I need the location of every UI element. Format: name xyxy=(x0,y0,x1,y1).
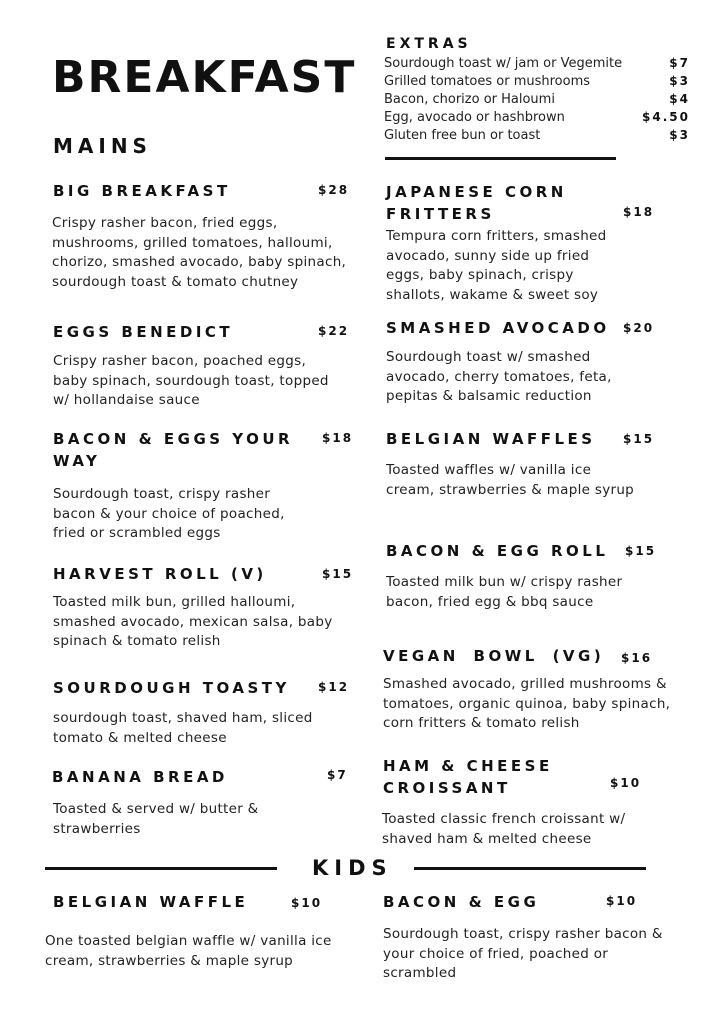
extras-item-price: $4.50 xyxy=(642,110,690,124)
extras-item-label: Grilled tomatoes or mushrooms xyxy=(384,74,591,89)
menu-item-price: $18 xyxy=(623,205,655,219)
menu-item-name: BACON & EGG ROLL xyxy=(386,542,609,560)
kids-item-name: BELGIAN WAFFLE xyxy=(53,893,249,911)
kids-item-desc: One toasted belgian waffle w/ vanilla ice cream, strawberries & maple syrup xyxy=(45,933,332,969)
extras-item-price: $3 xyxy=(669,128,690,142)
kids-divider-left xyxy=(45,867,277,870)
menu-item-desc: sourdough toast, shaved ham, sliced tomato & melted cheese xyxy=(53,710,313,746)
extras-item-label: Egg, avocado or hashbrown xyxy=(384,110,565,125)
menu-item-desc: Toasted classic french croissant w/ shaved ham & melted cheese xyxy=(382,811,626,847)
extras-heading: EXTRAS xyxy=(386,36,472,52)
extras-item-label: Sourdough toast w/ jam or Vegemite xyxy=(384,56,623,71)
menu-item-desc: Crispy rasher bacon, fried eggs, mushrooms, grilled tomatoes, halloumi, chorizo, smashed avocado, baby spinach, sourdough toast & tomato chutney xyxy=(52,215,347,290)
menu-item-desc: Sourdough toast, crispy rasher bacon & your choice of poached, fried or scrambled eggs xyxy=(53,486,285,541)
menu-item-name: EGGS BENEDICT xyxy=(53,323,234,341)
menu-item-name: BANANA BREAD xyxy=(52,768,228,786)
extras-divider xyxy=(385,157,616,160)
menu-item-name: HAM & CHEESE CROISSANT xyxy=(383,757,553,797)
menu-item-price: $15 xyxy=(623,432,655,446)
menu-item-price: $22 xyxy=(318,324,350,338)
menu-item-price: $18 xyxy=(322,431,354,445)
menu-item-desc: Toasted milk bun w/ crispy rasher bacon, fried egg & bbq sauce xyxy=(386,574,623,610)
extras-item xyxy=(384,92,690,110)
extras-item xyxy=(384,56,690,74)
extras-item-label: Bacon, chorizo or Haloumi xyxy=(384,92,555,107)
menu-item-price: $15 xyxy=(625,544,657,558)
extras-item-price: $4 xyxy=(669,92,690,106)
menu-item-price: $7 xyxy=(327,768,348,782)
menu-item-desc: Toasted & served w/ butter & strawberries xyxy=(53,801,259,837)
menu-item-desc: Smashed avocado, grilled mushrooms & tomatoes, organic quinoa, baby spinach, corn fritters & tomato relish xyxy=(383,676,671,731)
extras-item xyxy=(384,110,690,128)
menu-item-name: SOURDOUGH TOASTY xyxy=(53,679,290,697)
menu-item-price: $12 xyxy=(318,680,350,694)
menu-item-price: $15 xyxy=(322,567,354,581)
page-title: BREAKFAST xyxy=(52,52,357,103)
kids-divider-right xyxy=(414,867,646,870)
menu-item-price: $16 xyxy=(621,651,653,665)
extras-item-label: Gluten free bun or toast xyxy=(384,128,541,143)
menu-item-desc: Tempura corn fritters, smashed avocado, sunny side up fried eggs, baby spinach, crispy shallots, wakame & sweet soy xyxy=(386,228,607,303)
menu-item-desc: Crispy rasher bacon, poached eggs, baby spinach, sourdough toast, topped w/ hollandaise sauce xyxy=(53,353,329,408)
extras-item-price: $7 xyxy=(669,56,690,70)
kids-item-price: $10 xyxy=(606,894,638,908)
menu-item-name: VEGAN BOWL (VG) xyxy=(383,647,605,665)
kids-item-name: BACON & EGG xyxy=(383,893,540,911)
extras-item xyxy=(384,74,690,92)
menu-item-name: BIG BREAKFAST xyxy=(53,182,231,200)
extras-item xyxy=(384,128,690,146)
kids-item-desc: Sourdough toast, crispy rasher bacon & your choice of fried, poached or scrambled xyxy=(383,926,663,981)
menu-item-name: SMASHED AVOCADO xyxy=(386,319,610,337)
menu-item-name: HARVEST ROLL (V) xyxy=(53,565,267,583)
kids-item-price: $10 xyxy=(291,896,323,910)
menu-item-desc: Sourdough toast w/ smashed avocado, cherry tomatoes, feta, pepitas & balsamic reduction xyxy=(386,349,612,404)
menu-item-name: JAPANESE CORN FRITTERS xyxy=(386,183,567,223)
menu-item-price: $20 xyxy=(623,321,655,335)
menu-item-price: $10 xyxy=(610,776,642,790)
extras-item-price: $3 xyxy=(669,74,690,88)
mains-heading: MAINS xyxy=(53,134,152,158)
menu-item-name: BELGIAN WAFFLES xyxy=(386,430,596,448)
menu-item-price: $28 xyxy=(318,183,350,197)
menu-item-name: BACON & EGGS YOUR WAY xyxy=(53,430,294,470)
menu-item-desc: Toasted waffles w/ vanilla ice cream, strawberries & maple syrup xyxy=(386,462,635,498)
kids-heading: KIDS xyxy=(312,856,393,880)
menu-item-desc: Toasted milk bun, grilled halloumi, smashed avocado, mexican salsa, baby spinach & tomato relish xyxy=(53,594,333,649)
